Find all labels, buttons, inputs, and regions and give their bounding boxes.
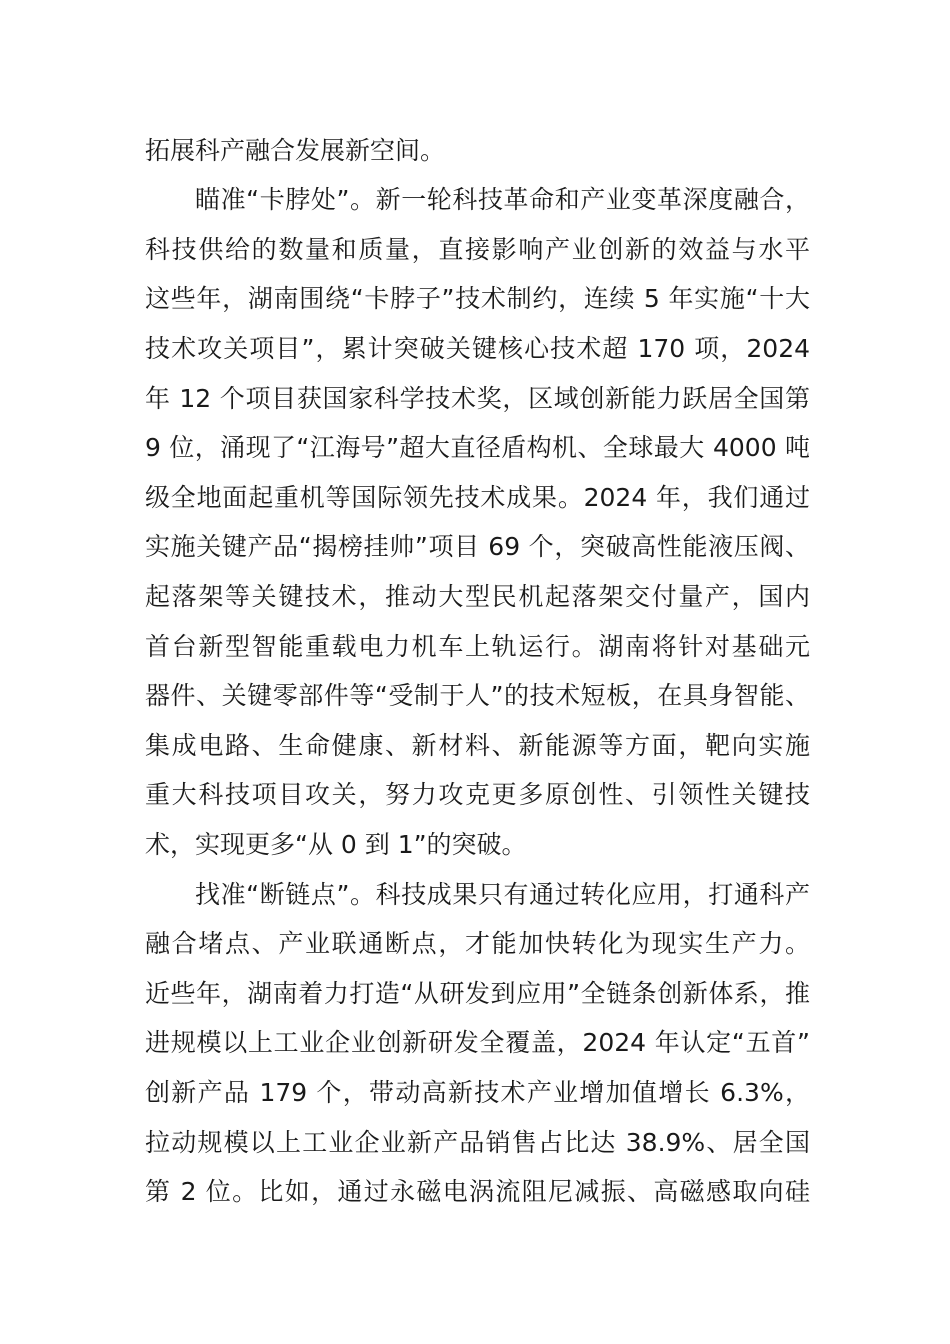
text-line: 创新产品 179 个，带动高新技术产业增加值增长 6.3%， <box>145 1078 810 1107</box>
text-line: 瞄准“卡脖处”。新一轮科技革命和产业变革深度融合， <box>195 185 810 214</box>
text-line: 进规模以上工业企业创新研发全覆盖，2024 年认定“五首” <box>145 1028 810 1057</box>
text-line: 融合堵点、产业联通断点，才能加快转化为现实生产力。 <box>145 929 810 958</box>
text-line: 年 12 个项目获国家科学技术奖，区域创新能力跃居全国第 <box>145 384 810 413</box>
text-line: 拓展科产融合发展新空间。 <box>145 136 446 165</box>
text-line: 级全地面起重机等国际领先技术成果。2024 年，我们通过 <box>145 483 810 512</box>
text-line: 这些年，湖南围绕“卡脖子”技术制约，连续 5 年实施“十大 <box>145 284 810 313</box>
text-line: 集成电路、生命健康、新材料、新能源等方面，靶向实施 <box>145 731 810 760</box>
text-line: 9 位，涌现了“江海号”超大直径盾构机、全球最大 4000 吨 <box>145 433 810 462</box>
text-line: 起落架等关键技术，推动大型民机起落架交付量产，国内 <box>145 582 810 611</box>
text-line: 近些年，湖南着力打造“从研发到应用”全链条创新体系，推 <box>145 979 810 1008</box>
text-line: 重大科技项目攻关，努力攻克更多原创性、引领性关键技 <box>145 780 810 809</box>
text-line: 器件、关键零部件等“受制于人”的技术短板，在具身智能、 <box>145 681 810 710</box>
text-line: 实施关键产品“揭榜挂帅”项目 69 个，突破高性能液压阀、 <box>145 532 810 561</box>
text-line: 术，实现更多“从 0 到 1”的突破。 <box>145 830 527 859</box>
text-line: 首台新型智能重载电力机车上轨运行。湖南将针对基础元 <box>145 632 810 661</box>
text-line: 技术攻关项目”，累计突破关键核心技术超 170 项，2024 <box>145 334 810 363</box>
text-line: 找准“断链点”。科技成果只有通过转化应用，打通科产 <box>195 880 810 909</box>
text-line: 第 2 位。比如，通过永磁电涡流阻尼减振、高磁感取向硅 <box>145 1177 810 1206</box>
text-line: 拉动规模以上工业企业新产品销售占比达 38.9%、居全国 <box>145 1128 810 1157</box>
text-line: 科技供给的数量和质量，直接影响产业创新的效益与水平 <box>145 235 810 264</box>
